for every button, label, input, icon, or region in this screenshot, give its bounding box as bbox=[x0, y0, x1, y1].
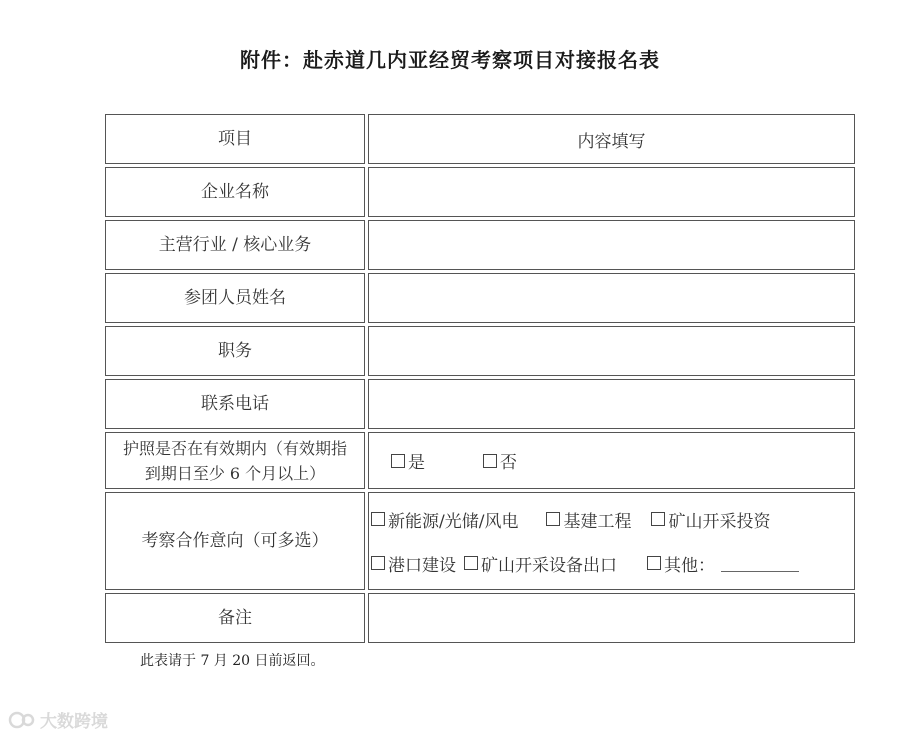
label-phone: 联系电话 bbox=[105, 379, 365, 429]
option-new-energy[interactable] bbox=[371, 507, 518, 532]
footnote: 此表请于 7 月 20 日前返回。 bbox=[140, 653, 325, 669]
row-cooperation bbox=[105, 492, 855, 590]
option-mining-investment[interactable] bbox=[651, 507, 770, 532]
cooperation-options-line1 bbox=[371, 507, 770, 532]
option-other-label: 其他： bbox=[664, 555, 715, 576]
passport-yes-option[interactable] bbox=[391, 448, 425, 473]
checkbox-icon[interactable] bbox=[371, 512, 385, 526]
other-blank-line[interactable] bbox=[721, 555, 799, 572]
field-cooperation bbox=[368, 492, 855, 590]
label-cooperation: 考察合作意向（可多选） bbox=[105, 492, 365, 590]
label-passport-line2: 到期日至少 6 个月以上） bbox=[144, 463, 326, 483]
label-main-business: 主营行业 / 核心业务 bbox=[105, 220, 365, 270]
row-phone bbox=[105, 379, 855, 429]
checkbox-icon[interactable] bbox=[464, 556, 478, 570]
field-phone[interactable] bbox=[368, 379, 855, 429]
option-port[interactable] bbox=[371, 551, 456, 576]
header-project: 项目 bbox=[105, 114, 365, 164]
row-member-names bbox=[105, 273, 855, 323]
watermark bbox=[8, 707, 108, 732]
field-main-business[interactable] bbox=[368, 220, 855, 270]
row-passport bbox=[105, 432, 855, 489]
option-mining-investment-label: 矿山开采投资 bbox=[668, 511, 771, 532]
field-member-names[interactable] bbox=[368, 273, 855, 323]
passport-no-label: 否 bbox=[500, 453, 517, 473]
label-passport-line1: 护照是否在有效期内（有效期指 bbox=[122, 438, 347, 458]
option-mining-equipment[interactable] bbox=[464, 551, 617, 576]
registration-form bbox=[105, 114, 855, 646]
row-main-business bbox=[105, 220, 855, 270]
row-company-name bbox=[105, 167, 855, 217]
label-remarks: 备注 bbox=[105, 593, 365, 643]
option-infrastructure-label: 基建工程 bbox=[563, 511, 632, 532]
header-row bbox=[105, 114, 855, 164]
option-mining-equipment-label: 矿山开采设备出口 bbox=[481, 555, 617, 576]
checkbox-icon[interactable] bbox=[371, 556, 385, 570]
form-title: 附件：赴赤道几内亚经贸考察项目对接报名表 bbox=[240, 48, 660, 72]
option-new-energy-label: 新能源/光储/风电 bbox=[388, 511, 519, 532]
passport-yes-label: 是 bbox=[408, 453, 425, 473]
label-position: 职务 bbox=[105, 326, 365, 376]
checkbox-icon[interactable] bbox=[483, 454, 497, 468]
row-position bbox=[105, 326, 855, 376]
option-infrastructure[interactable] bbox=[546, 507, 631, 532]
cooperation-options-line2 bbox=[371, 551, 799, 576]
field-remarks[interactable] bbox=[368, 593, 855, 643]
label-company-name: 企业名称 bbox=[105, 167, 365, 217]
field-company-name[interactable] bbox=[368, 167, 855, 217]
passport-no-option[interactable] bbox=[483, 448, 517, 473]
label-member-names: 参团人员姓名 bbox=[105, 273, 365, 323]
checkbox-icon[interactable] bbox=[647, 556, 661, 570]
row-remarks bbox=[105, 593, 855, 643]
option-other[interactable] bbox=[647, 551, 799, 576]
checkbox-icon[interactable] bbox=[651, 512, 665, 526]
watermark-text: 大数跨境 bbox=[40, 712, 108, 732]
watermark-logo-icon bbox=[8, 710, 36, 730]
checkbox-icon[interactable] bbox=[546, 512, 560, 526]
field-passport bbox=[368, 432, 855, 489]
label-passport bbox=[105, 432, 365, 489]
field-position[interactable] bbox=[368, 326, 855, 376]
checkbox-icon[interactable] bbox=[391, 454, 405, 468]
header-content: 内容填写 bbox=[368, 114, 855, 164]
option-port-label: 港口建设 bbox=[388, 555, 456, 576]
